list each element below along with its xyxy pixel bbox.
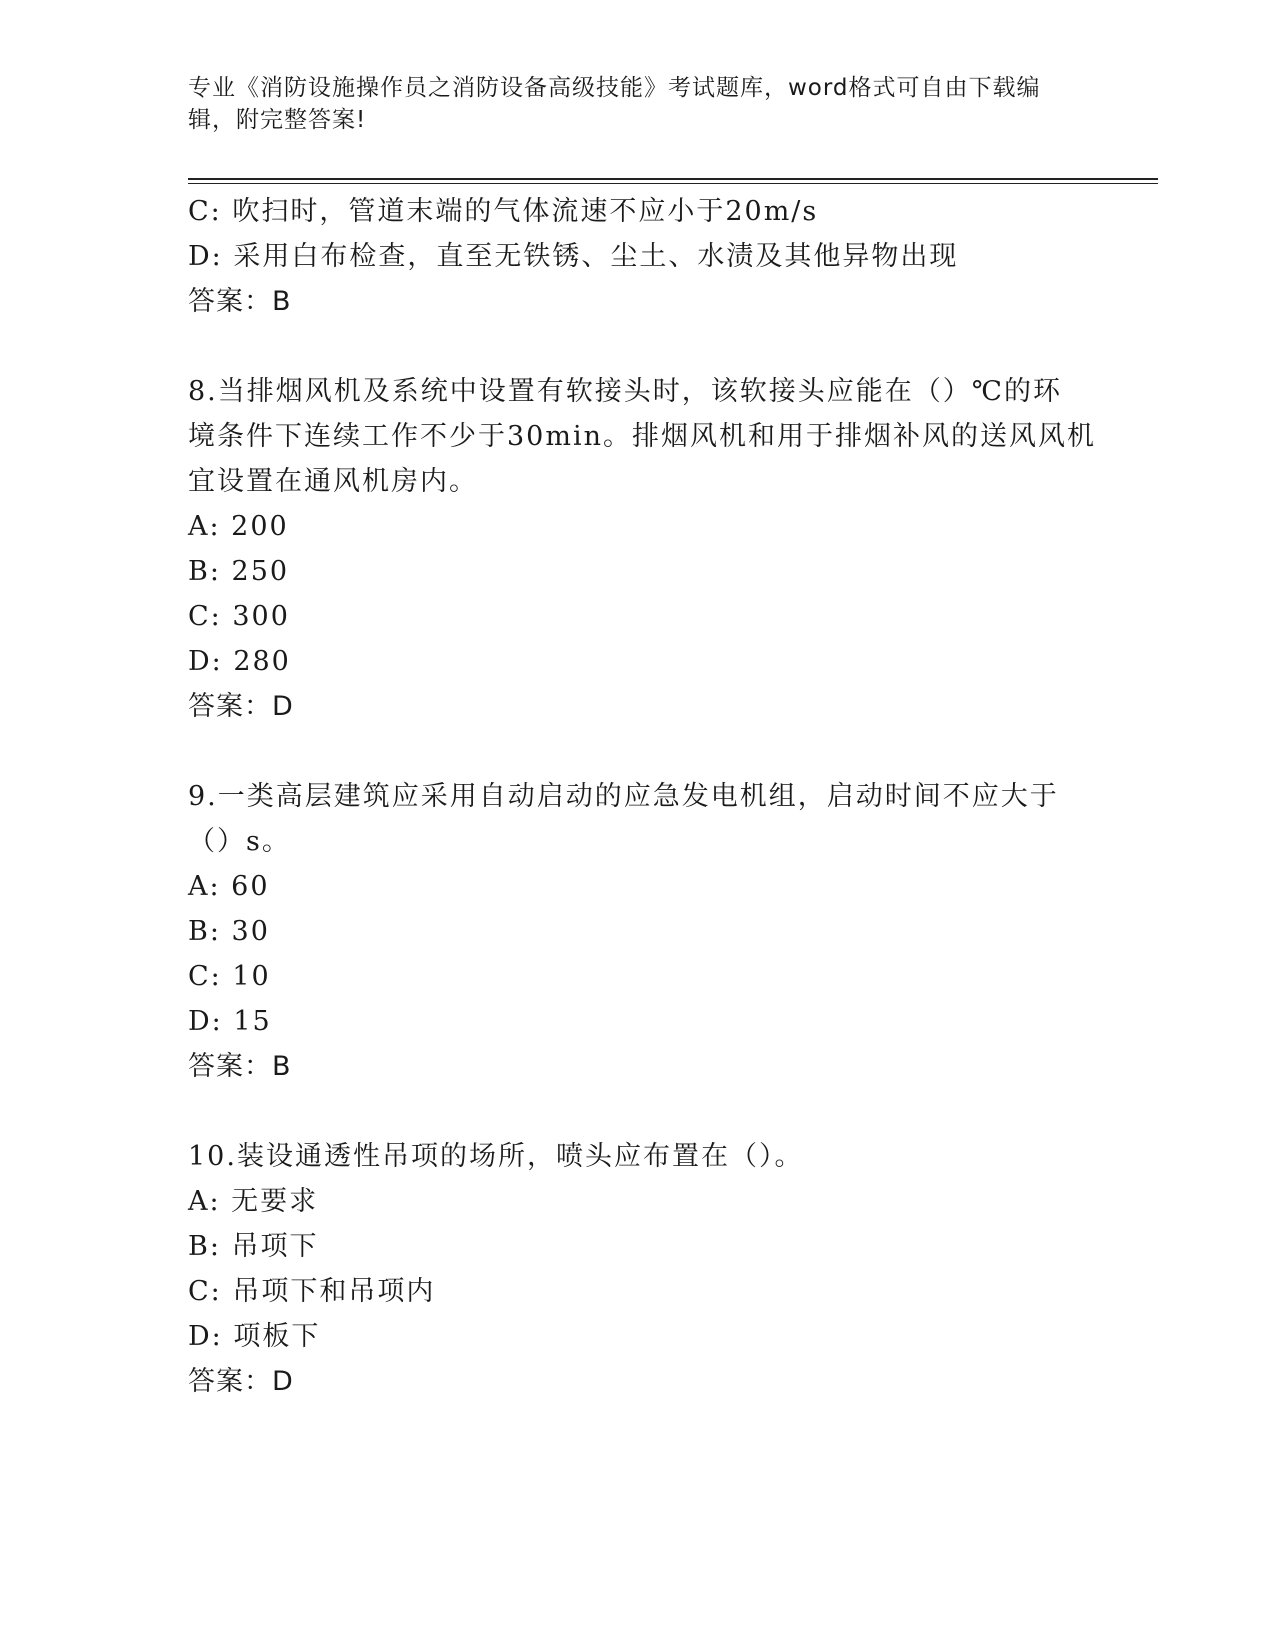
q9-option-c: C: 10 bbox=[188, 961, 271, 992]
q9-stem-line-1: 9.一类高层建筑应采用自动启动的应急发电机组，启动时间不应大于 bbox=[188, 781, 1059, 812]
q7-answer: 答案：B bbox=[188, 286, 292, 317]
q10-stem-line-1: 10.装设通透性吊项的场所，喷头应布置在（）。 bbox=[188, 1141, 804, 1172]
q9-answer: 答案：B bbox=[188, 1051, 292, 1082]
q8-answer: 答案：D bbox=[188, 691, 294, 722]
q9-stem-line-2: （）s。 bbox=[188, 826, 291, 857]
q8-option-a: A: 200 bbox=[188, 511, 289, 542]
header-divider-thin bbox=[188, 183, 1158, 184]
header-divider-thick bbox=[188, 178, 1158, 180]
q7-option-d: D: 采用白布检查，直至无铁锈、尘土、水渍及其他异物出现 bbox=[188, 241, 959, 272]
q10-option-a: A: 无要求 bbox=[188, 1186, 319, 1217]
q8-stem-line-3: 宜设置在通风机房内。 bbox=[188, 466, 478, 497]
q8-option-d: D: 280 bbox=[188, 646, 291, 677]
q10-option-b: B: 吊项下 bbox=[188, 1231, 319, 1262]
header-line-1: 专业《消防设施操作员之消防设备高级技能》考试题库，word格式可自由下载编 bbox=[188, 75, 1041, 101]
q9-option-d: D: 15 bbox=[188, 1006, 272, 1037]
q8-option-b: B: 250 bbox=[188, 556, 290, 587]
q8-stem-line-1: 8.当排烟风机及系统中设置有软接头时，该软接头应能在（）℃的环 bbox=[188, 376, 1062, 407]
q10-option-c: C: 吊项下和吊项内 bbox=[188, 1276, 436, 1307]
document-header bbox=[188, 72, 1088, 136]
q8-stem-line-2: 境条件下连续工作不少于30min。排烟风机和用于排烟补风的送风风机 bbox=[188, 421, 1096, 452]
q10-option-d: D: 项板下 bbox=[188, 1321, 321, 1352]
q7-option-c: C: 吹扫时，管道末端的气体流速不应小于20m/s bbox=[188, 196, 819, 227]
q10-answer: 答案：D bbox=[188, 1366, 294, 1397]
q9-option-a: A: 60 bbox=[188, 871, 270, 902]
q9-option-b: B: 30 bbox=[188, 916, 270, 947]
header-line-2: 辑，附完整答案! bbox=[188, 107, 367, 133]
q8-option-c: C: 300 bbox=[188, 601, 290, 632]
